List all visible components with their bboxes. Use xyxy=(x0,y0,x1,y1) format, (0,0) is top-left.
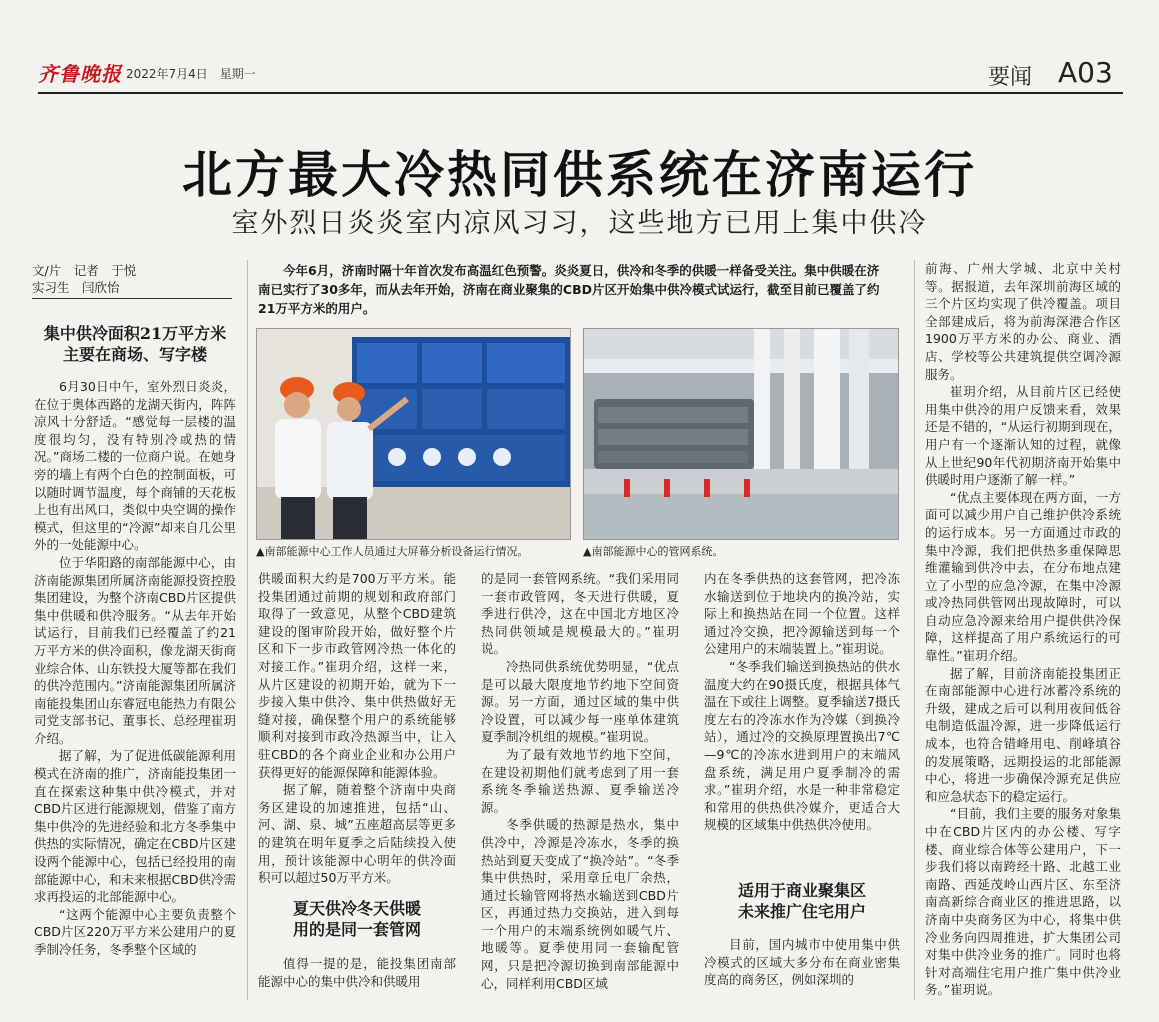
photo-control-room xyxy=(256,328,571,540)
section3-heading-line2: 未来推广住宅用户 xyxy=(737,902,866,921)
paragraph: 崔玥介绍，从目前片区已经使用集中供冷的用户反馈来看，效果还是不错的，“从运行初期到现在，用户有一个逐渐认知的过程，就像从上世纪90年代初期济南开始集中供暖时用户逐渐了解一样。” xyxy=(925,384,1121,488)
lead-text: 今年6月，济南时隔十年首次发布高温红色预警。炎炎夏日，供冷和冬季的供暖一样备受关注。集中供暖在济南已实行了30多年，而从去年开始，济南在商业聚集的CBD片区开始集中供冷模式试运行，截至目前已覆盖了约21万平方米的用户。 xyxy=(258,263,880,316)
paragraph: 据了解，目前济南能投集团正在南部能源中心进行冰蓄冷系统的升级，建成之后可以利用夜间低谷电制造低温冷源，进一步降低运行成本，也符合错峰用电、削峰填谷的发展策略，远期投运的北部能源中心，将进一步确保冷源充足供应和应急状态下的稳定运行。 xyxy=(925,665,1121,804)
paragraph: 供暖面积大约是700万平方米。能投集团通过前期的规划和政府部门取得了一致意见，从整个CBD建筑建设的图审阶段开始，做好整个片区和下一步市政管网冷热一体化的对接工作。”崔玥介绍，这样一来，从片区建设的初期开始，就为下一步接入集中供冷、集中供热做好无缝对接，确保整个用户的系统能够顺利对接到市政冷热源当中，让入驻CBD的各个商业企业和办公用户获得更好的能源保障和能源体验。 xyxy=(258,571,456,780)
lead-paragraph xyxy=(258,261,882,318)
section2-heading-line1: 夏天供冷冬天供暖 xyxy=(292,899,421,918)
paragraph: 位于华阳路的南部能源中心，由济南能源集团所属济南能源投资控股集团建设，为整个济南CBD片区提供集中供暖和供冷服务。“从去年开始试运行，目前我们已经覆盖了约21万平方米的供冷面积，像龙湖天街商业综合体、山东铁投大厦等都在我们的供冷范围内。”济南能源集团所属济南能投集团山东睿冠电能热力有限公司党支部书记、董事长、总经理崔玥介绍。 xyxy=(34,554,236,746)
paragraph: 值得一提的是，能投集团南部能源中心的集中供冷和供暖用 xyxy=(258,956,456,989)
byline-reporter: 文/片 记者 于悦 xyxy=(32,263,137,278)
column-1 xyxy=(34,378,236,978)
column-2-continued xyxy=(258,955,456,995)
column-divider xyxy=(247,260,248,1000)
paragraph: “这两个能源中心主要负责整个CBD片区220万平方米公建用户的夏季制冷任务，冬季整个区域的 xyxy=(34,906,236,957)
photo-pipe-network-caption: ▲南部能源中心的管网系统。 xyxy=(583,545,724,558)
paragraph: 内在冬季供热的这套管网，把冷冻水输送到位于地块内的换冷站，实际上和换热站在同一个位置。这样通过冷交换，把冷源输送到每一个公建用户的末端装置上。”崔玥说。 xyxy=(704,571,900,657)
paragraph: 目前，国内城市中使用集中供冷模式的区域大多分布在商业密集度高的商务区，例如深圳的 xyxy=(704,937,900,988)
column-4 xyxy=(704,570,900,882)
page-number: A03 xyxy=(1058,56,1113,89)
column-divider xyxy=(914,260,915,1000)
byline-rule xyxy=(32,298,232,299)
section1-heading xyxy=(34,323,236,365)
masthead xyxy=(38,58,1123,94)
photo-control-room-image xyxy=(257,329,570,539)
section2-heading-line2: 用的是同一套管网 xyxy=(292,920,421,939)
headline: 北方最大冷热同供系统在济南运行 xyxy=(182,145,977,204)
section3-heading xyxy=(704,880,900,922)
paragraph: 为了最有效地节约地下空间，在建设初期他们就考虑到了用一套系统冬季输送热源、夏季输送冷源。 xyxy=(481,746,679,815)
column-3 xyxy=(481,570,679,991)
paragraph: 6月30日中午，室外烈日炎炎，在位于奥体西路的龙湖天街内，阵阵凉风十分舒适。“感觉每一层楼的温度很均匀，没有特别冷或热的情况。”商场二楼的一位商户说。在她身旁的墙上有两个白色的控制面板，可以随时调节温度，每个商铺的天花板上也有出风口，类似中央空调的操作模式，但这里的“冷源”却来自几公里外的一处能源中心。 xyxy=(34,379,236,553)
section3-heading-line1: 适用于商业聚集区 xyxy=(737,881,866,900)
subheadline: 室外烈日炎炎室内凉风习习，这些地方已用上集中供冷 xyxy=(231,208,928,239)
section1-heading-line1: 集中供冷面积21万平方米 xyxy=(43,324,227,343)
newspaper-logo: 齐鲁晚报 xyxy=(38,62,122,86)
paragraph: “优点主要体现在两方面，一方面可以减少用户自己维护供冷系统的运行成本。另一方面通过市政的集中冷源，我们把供热多重保障思维灌输到供冷中去，在分布地点建立了小型的应急冷源，在集中冷源或冷热同供管网出现故障时，可以自动应急冷源来给用户提供供冷保障，这样提高了用户系统运行的可靠性。”崔玥介绍。 xyxy=(925,489,1121,664)
section-name: 要闻 xyxy=(988,65,1033,90)
paragraph: 据了解，随着整个济南中央商务区建设的加速推进，包括“山、河、湖、泉、城”五座超高层等更多的建筑在明年夏季之后陆续投入使用，预计该能源中心明年的供冷面积可以超过50万平方米。 xyxy=(258,782,456,886)
paragraph: 冷热同供系统优势明显，“优点是可以最大限度地节约地下空间资源。另一方面，通过区域的集中供冷设置，可以减少每一座单体建筑夏季制冷机组的规模。”崔玥说。 xyxy=(481,658,679,745)
column-2 xyxy=(258,570,456,885)
paragraph: 前海、广州大学城、北京中关村等。据报道，去年深圳前海区域的三个片区均实现了供冷覆盖。项目全部建成后，将为前海深港合作区1900万平方米的办公、商业、酒店、学校等公共建筑提供空调冷源服务。 xyxy=(925,261,1121,382)
paragraph: 的是同一套管网系统。“我们采用同一套市政管网，冬天进行供暖，夏季进行供冷，这在中国北方地区冷热同供领域是规模最大的。”崔玥说。 xyxy=(481,571,679,657)
paragraph: 冬季供暖的热源是热水，集中供冷中，冷源是冷冻水，冬季的换热站到夏天变成了“换冷站”。“冬季集中供热时，采用章丘电厂余热，通过长输管网将热水输送到CBD片区，再通过热力交换站，进入到每一个用户的末端系统例如暖气片、地暖等。夏季使用同一套输配管网，只是把冷源切换到南部能源中心，同样利用CBD区域 xyxy=(481,817,679,991)
photo-pipe-network-image xyxy=(584,329,898,539)
column-4-continued xyxy=(704,936,900,990)
paragraph: “目前，我们主要的服务对象集中在CBD片区内的办公楼、写字楼、商业综合体等公建用户，下一步我们将以南跨经十路、北越工业南路、西延茂岭山西片区、东至济南高新综合商业区的推进思路，以济南中央商务区为中心，将集中供冷业务向四周推进，扩大集团公司对集中供冷业务的推广。同时也将针对高端住宅用户推广集中供冷业务。”崔玥说。 xyxy=(925,806,1121,998)
photo-pipe-network xyxy=(583,328,899,540)
issue-date: 2022年7月4日 星期一 xyxy=(126,67,256,81)
masthead-rule xyxy=(38,92,1123,94)
column-5 xyxy=(925,260,1121,998)
section2-heading xyxy=(258,898,456,940)
photo-control-room-caption: ▲南部能源中心工作人员通过大屏幕分析设备运行情况。 xyxy=(256,545,529,558)
paragraph: 据了解，为了促进低碳能源利用模式在济南的推广，济南能投集团一直在探索这种集中供冷模式，并对CBD片区进行能源规划，借鉴了南方集中供冷的先进经验和北方冬季集中供热的实际情况，确定在CBD片区建设两个能源中心，包括已经投用的南部能源中心，和未来根据CBD供冷需求再投运的北部能源中心。 xyxy=(34,748,236,905)
byline-intern: 实习生 闫欣怡 xyxy=(32,280,120,295)
paragraph: “冬季我们输送到换热站的供水温度大约在90摄氏度，根据具体气温在下或往上调整。夏季输送7摄氏度左右的冷冻水作为冷媒（到换冷站），通过冷的交换原理置换出7℃—9℃的冷冻水进到用户的末端风盘系统，满足用户夏季制冷的需求。”崔玥介绍，水是一种非常稳定和常用的供热供冷媒介，更适合大规模的区域集中供热供冷使用。 xyxy=(704,658,900,833)
section1-heading-line2: 主要在商场、写字楼 xyxy=(62,345,207,364)
byline xyxy=(32,262,232,296)
